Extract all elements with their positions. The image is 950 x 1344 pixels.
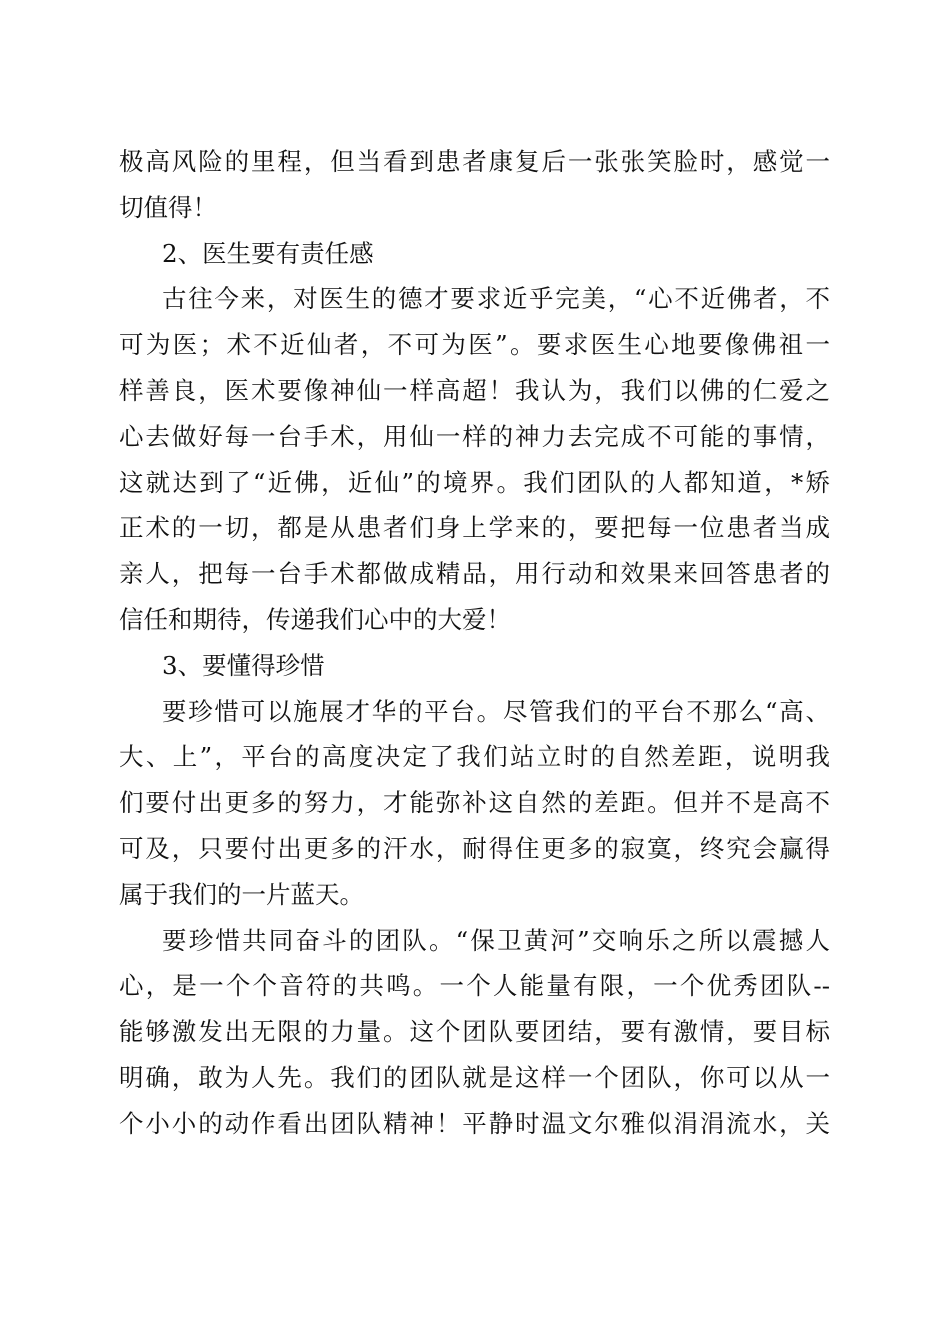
text-line: 可及，只要付出更多的汗水，耐得住更多的寂寞，终究会赢得 xyxy=(119,833,830,863)
text-line: 亲人，把每一台手术都做成精品，用行动和效果来回答患者的 xyxy=(119,559,830,589)
text-line: 这就达到了“近佛，近仙”的境界。我们团队的人都知道，*矫 xyxy=(119,467,830,497)
text-line: 可为医；术不近仙者，不可为医”。要求医生心地要像佛祖一 xyxy=(119,330,830,360)
text-line: 古往今来，对医生的德才要求近乎完美，“心不近佛者，不 xyxy=(162,284,830,314)
text-line: 大、上”，平台的高度决定了我们站立时的自然差距，说明我 xyxy=(119,742,830,772)
text-line: 们要付出更多的努力，才能弥补这自然的差距。但并不是高不 xyxy=(119,788,830,818)
text-line: 个小小的动作看出团队精神！平静时温文尔雅似涓涓流水，关 xyxy=(119,1108,830,1138)
text-line: 心，是一个个音符的共鸣。一个人能量有限，一个优秀团队-- xyxy=(119,971,830,1001)
text-line: 正术的一切，都是从患者们身上学来的，要把每一位患者当成 xyxy=(119,513,830,543)
body-text xyxy=(119,139,830,1147)
text-line: 属于我们的一片蓝天。 xyxy=(119,879,364,909)
section-heading: 2、医生要有责任感 xyxy=(162,238,374,268)
text-line: 心去做好每一台手术，用仙一样的神力去完成不可能的事情， xyxy=(119,421,830,451)
text-line: 明确，敢为人先。我们的团队就是这样一个团队，你可以从一 xyxy=(119,1062,830,1092)
text-line: 要珍惜可以施展才华的平台。尽管我们的平台不那么“高、 xyxy=(162,696,830,726)
text-line: 要珍惜共同奋斗的团队。“保卫黄河”交响乐之所以震撼人 xyxy=(162,925,830,955)
text-line: 能够激发出无限的力量。这个团队要团结，要有激情，要目标 xyxy=(119,1017,830,1047)
text-line: 信任和期待，传递我们心中的大爱！ xyxy=(119,604,511,634)
text-line: 切值得！ xyxy=(119,192,217,222)
text-line: 极高风险的里程，但当看到患者康复后一张张笑脸时，感觉一 xyxy=(119,147,830,176)
text-line: 样善良，医术要像神仙一样高超！我认为，我们以佛的仁爱之 xyxy=(119,375,830,405)
section-heading: 3、要懂得珍惜 xyxy=(162,650,325,680)
